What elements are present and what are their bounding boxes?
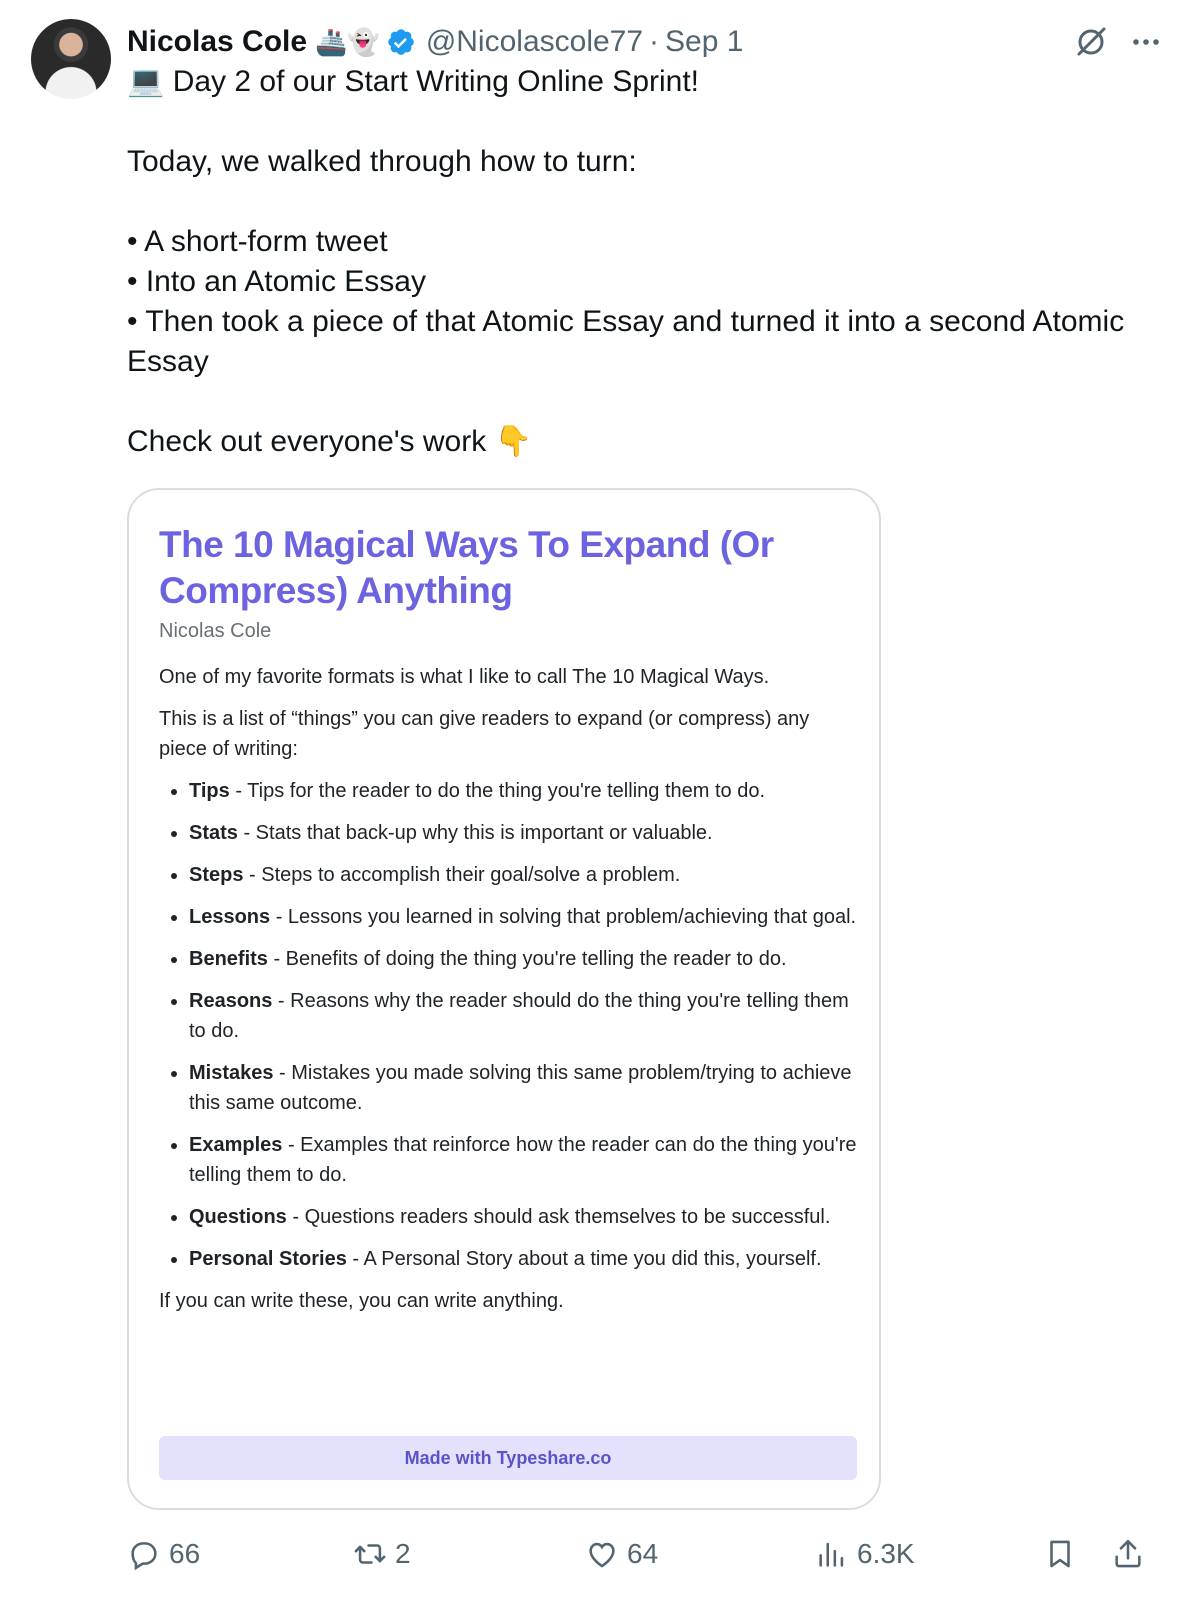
list-item	[189, 944, 859, 974]
list-item-term: Personal Stories	[189, 1248, 347, 1270]
list-item-desc: - Mistakes you made solving this same problem/trying to achieve this same outcome.	[189, 1062, 852, 1114]
bookmark-button[interactable]	[1043, 1532, 1085, 1576]
card-body	[159, 662, 859, 1328]
like-icon	[585, 1537, 619, 1571]
list-item-term: Mistakes	[189, 1062, 274, 1084]
view-count: 6.3K	[857, 1538, 915, 1569]
reply-button[interactable]	[127, 1532, 200, 1576]
typeshare-footer: Made with Typeshare.co	[159, 1436, 857, 1480]
list-item	[189, 776, 859, 806]
card-title: The 10 Magical Ways To Expand (Or Compress) Anything	[159, 524, 774, 611]
list-item	[189, 860, 859, 890]
list-item	[189, 1202, 859, 1232]
list-item-term: Stats	[189, 822, 238, 844]
share-button[interactable]	[1111, 1532, 1153, 1576]
list-item-desc: - Steps to accomplish their goal/solve a problem.	[243, 864, 681, 886]
separator: ·	[649, 25, 660, 58]
views-button[interactable]	[815, 1532, 915, 1576]
tweet-line: Check out everyone's work 👇	[127, 425, 532, 458]
card-paragraph: If you can write these, you can write anything.	[159, 1290, 564, 1312]
reply-count: 66	[169, 1538, 201, 1569]
like-count: 64	[627, 1538, 659, 1569]
share-icon	[1111, 1537, 1145, 1571]
views-icon	[815, 1537, 849, 1571]
avatar[interactable]	[31, 19, 111, 99]
list-item-desc: - Reasons why the reader should do the thing you're telling them to do.	[189, 990, 849, 1042]
list-item-desc: - Benefits of doing the thing you're telling the reader to do.	[267, 948, 787, 970]
tweet-date[interactable]: Sep 1	[665, 25, 744, 58]
reply-icon	[127, 1537, 161, 1571]
author-handle[interactable]: @Nicolascole77	[425, 25, 644, 58]
verified-badge-icon[interactable]	[386, 27, 416, 57]
tweet-header	[127, 22, 743, 62]
tweet-line: 💻 Day 2 of our Start Writing Online Sprint!	[127, 65, 700, 98]
tweet-actions	[127, 1532, 1167, 1576]
more-icon[interactable]	[1128, 24, 1164, 60]
list-item-desc: - Examples that reinforce how the reader can do the thing you're telling them to do.	[189, 1134, 857, 1186]
bookmark-icon	[1043, 1537, 1077, 1571]
list-item-desc: - Lessons you learned in solving that problem/achieving that goal.	[270, 906, 857, 928]
list-item	[189, 986, 859, 1046]
list-item	[189, 1244, 859, 1274]
list-item-term: Benefits	[189, 948, 268, 970]
list-item-term: Lessons	[189, 906, 271, 928]
grok-icon[interactable]	[1073, 24, 1109, 60]
repost-count: 2	[395, 1538, 411, 1569]
tweet-line: Today, we walked through how to turn:	[127, 145, 637, 178]
list-item-desc: - Tips for the reader to do the thing you're telling them to do.	[229, 780, 765, 802]
list-item	[189, 902, 859, 932]
list-item-term: Reasons	[189, 990, 273, 1012]
card-paragraph: One of my favorite formats is what I like to call The 10 Magical Ways.	[159, 666, 770, 688]
list-item-term: Steps	[189, 864, 244, 886]
repost-icon	[353, 1537, 387, 1571]
list-item-term: Questions	[189, 1206, 287, 1228]
list-item	[189, 818, 859, 848]
list-item	[189, 1130, 859, 1190]
tweet-bullet: • Then took a piece of that Atomic Essay and turned it into a second Atomic Essay	[127, 305, 1125, 378]
attached-image-card[interactable]	[127, 488, 881, 1510]
card-list	[159, 776, 859, 1274]
list-item	[189, 1058, 859, 1118]
tweet-text	[127, 62, 1167, 462]
card-paragraph: This is a list of “things” you can give readers to expand (or compress) any piece of writing:	[159, 708, 810, 760]
list-item-desc: - A Personal Story about a time you did this, yourself.	[346, 1248, 822, 1270]
tweet-bullet: • Into an Atomic Essay	[127, 265, 426, 298]
list-item-desc: - Questions readers should ask themselves to be successful.	[286, 1206, 831, 1228]
like-button[interactable]	[585, 1532, 658, 1576]
repost-button[interactable]	[353, 1532, 411, 1576]
tweet-bullet: • A short-form tweet	[127, 225, 388, 258]
list-item-term: Tips	[189, 780, 230, 802]
list-item-term: Examples	[189, 1134, 283, 1156]
card-author: Nicolas Cole	[159, 620, 272, 642]
name-emoji: 🚢👻	[315, 26, 380, 57]
list-item-desc: - Stats that back-up why this is important or valuable.	[237, 822, 713, 844]
author-name[interactable]: Nicolas Cole	[127, 25, 308, 58]
